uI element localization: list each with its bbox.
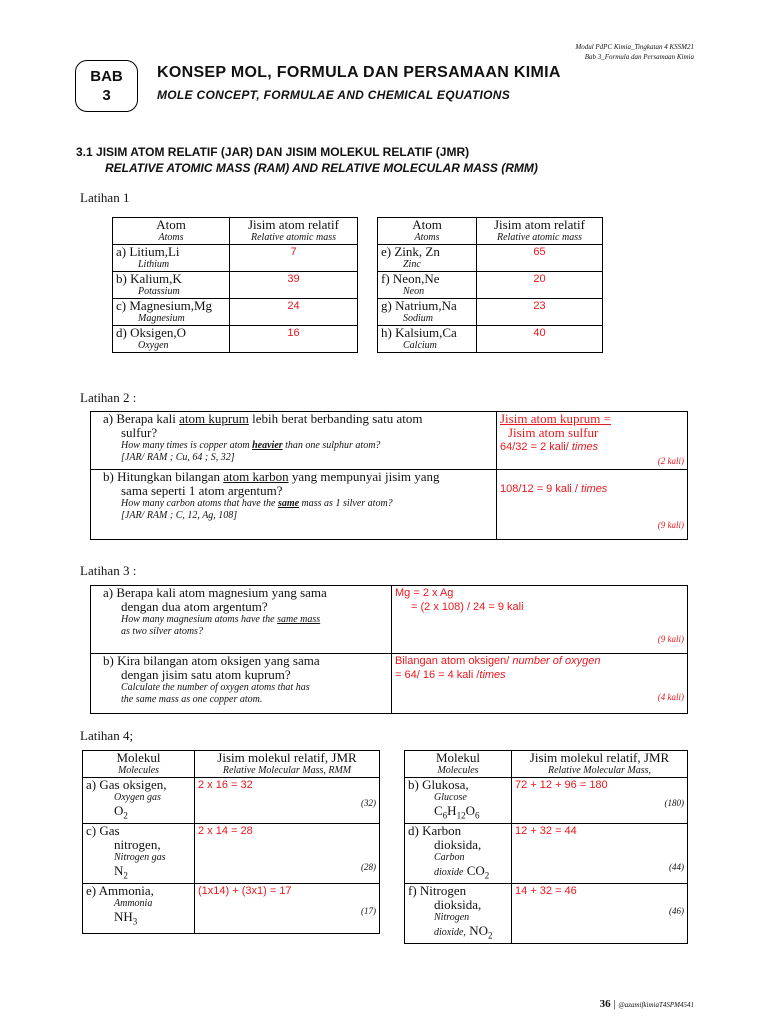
answer-cell: 23 (477, 299, 603, 326)
chapter-title-ms: KONSEP MOL, FORMULA DAN PERSAMAAN KIMIA (157, 64, 561, 81)
answer-cell: 16 (230, 326, 358, 353)
header-cell: Jisim atom relatif Relative atomic mass (477, 218, 603, 245)
latihan2-table (90, 411, 688, 540)
answer-cell: 65 (477, 245, 603, 272)
jmr-cell: 2 x 14 = 28 (28) (195, 823, 380, 883)
jmr-cell: 12 + 32 = 44 (44) (512, 823, 688, 883)
jmr-cell: 2 x 16 = 32 (32) (195, 778, 380, 824)
answer-cell: 39 (230, 272, 358, 299)
jmr-cell: 14 + 32 = 46 (46) (512, 883, 688, 943)
atom-cell: h) Kalsium,Ca Calcium (378, 326, 477, 353)
molecule-cell: e) Ammonia, Ammonia $NH_3$ (83, 883, 195, 933)
module-header-line2: Bab 3_Formula dan Persamaan Kimia (584, 53, 694, 61)
chapter-label: BAB (90, 68, 123, 85)
latihan2-label: Latihan 2 : (80, 390, 137, 405)
molecule-cell: d) Karbon dioksida, Carbon dioxide $CO_2$ (405, 823, 512, 883)
answer-cell: 20 (477, 272, 603, 299)
latihan4-table-left (82, 750, 380, 934)
molecule-cell: c) Gas nitrogen, Nitrogen gas $N_2$ (83, 823, 195, 883)
jmr-cell: 72 + 12 + 96 = 180 (180) (512, 778, 688, 824)
latihan4-table-right (404, 750, 688, 944)
section-title-en: RELATIVE ATOMIC MASS (RAM) AND RELATIVE MOLECULAR MASS (RMM) (105, 161, 538, 175)
molecule-cell: b) Glukosa, Glucose $C_6H_{12}O_6$ (405, 778, 512, 824)
page-footer: 36 | @azamifkimiaT4SPM4541 (599, 998, 694, 1010)
section-title-ms: 3.1 JISIM ATOM RELATIF (JAR) DAN JISIM MOLEKUL RELATIF (JMR) (76, 145, 470, 159)
header-cell: Atom Atoms (113, 218, 230, 245)
atom-cell: b) Kalium,K Potassium (113, 272, 230, 299)
molecule-cell: f) Nitrogen dioksida, Nitrogen dioxide, $NO_2$ (405, 883, 512, 943)
atom-cell: d) Oksigen,O Oxygen (113, 326, 230, 353)
header-cell: Atom Atoms (378, 218, 477, 245)
latihan3-table (90, 585, 688, 714)
question-cell-a: a) Berapa kali atom kuprum lebih berat berbanding satu atom sulfur? How many times is copper atom heavier than one sulphur atom? [JAR/ RAM ; Cu, 64 ; S, 32] (91, 412, 497, 470)
module-header-line1: Modul PdPC Kimia_Tingkatan 4 KSSM21 (575, 43, 694, 51)
header-cell: Jisim molekul relatif, JMR Relative Molecular Mass, RMM (195, 751, 380, 778)
jmr-cell: (1x14) + (3x1) = 17 (17) (195, 883, 380, 933)
latihan3-label: Latihan 3 : (80, 563, 137, 578)
latihan4-label: Latihan 4; (80, 728, 134, 743)
chapter-title-en: MOLE CONCEPT, FORMULAE AND CHEMICAL EQUATIONS (157, 88, 511, 102)
answer-cell-b: Bilangan atom oksigen/ number of oxygen = 64/ 16 = 4 kali /times (4 kali) (392, 654, 688, 714)
atom-cell: c) Magnesium,Mg Magnesium (113, 299, 230, 326)
question-cell-b: b) Kira bilangan atom oksigen yang sama dengan jisim satu atom kuprum? Calculate the number of oxygen atoms that has the same mass as one copper atom. (91, 654, 392, 714)
header-cell: Molekul Molecules (405, 751, 512, 778)
atom-cell: e) Zink, Zn Zinc (378, 245, 477, 272)
page-number: 36 (599, 998, 611, 1010)
latihan1-table-right (377, 217, 603, 353)
question-cell-a: a) Berapa kali atom magnesium yang sama dengan dua atom argentum? How many magnesium atoms have the same mass as two silver atoms? (91, 586, 392, 654)
atom-cell: f) Neon,Ne Neon (378, 272, 477, 299)
answer-cell: 7 (230, 245, 358, 272)
latihan1-label: Latihan 1 (80, 190, 130, 205)
atom-cell: g) Natrium,Na Sodium (378, 299, 477, 326)
answer-cell: 24 (230, 299, 358, 326)
chapter-badge (75, 60, 138, 112)
answer-cell-a: Mg = 2 x Ag = (2 x 108) / 24 = 9 kali (9 kali) (392, 586, 688, 654)
latihan1-table-left (112, 217, 358, 353)
answer-cell: 40 (477, 326, 603, 353)
atom-cell: a) Litium,Li Lithium (113, 245, 230, 272)
answer-cell-a: Jisim atom kuprum = Jisim atom sulfur 64/32 = 2 kali/ times (2 kali) (497, 412, 688, 470)
header-cell: Jisim molekul relatif, JMR Relative Molecular Mass, (512, 751, 688, 778)
header-cell: Molekul Molecules (83, 751, 195, 778)
question-cell-b: b) Hitungkan bilangan atom karbon yang mempunyai jisim yang sama seperti 1 atom argentum? How many carbon atoms that have the same mass as 1 silver atom? [JAR/ RAM ; C, 12, Ag, 108] (91, 470, 497, 540)
header-cell: Jisim atom relatif Relative atomic mass (230, 218, 358, 245)
molecule-cell: a) Gas oksigen, Oxygen gas $O_2$ (83, 778, 195, 824)
answer-cell-b: 108/12 = 9 kali / times (9 kali) (497, 470, 688, 540)
footer-credit: @azamifkimiaT4SPM4541 (618, 1001, 694, 1009)
chapter-number: 3 (102, 87, 111, 104)
